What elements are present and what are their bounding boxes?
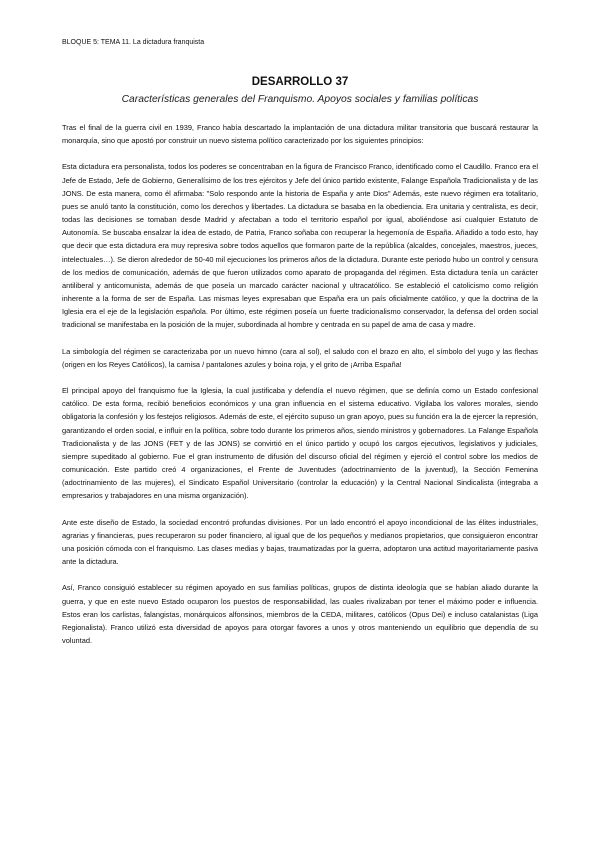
paragraph-supports: El principal apoyo del franquismo fue la Iglesia, la cual justificaba y defendía el nuevo régimen, que se definía como un Estado confesional católico. De esta forma, recibió beneficios económicos y una gran influencia en el sistema educativo. Vigilaba los valores morales, siendo obligatoria la confesión y los festejos religiosos. Además de este, el ejército supuso un gran apoyo, pues su función era la de ejercer la represión, garantizando el orden social, e influir en la política, sobre todo durante los primeros años, siendo ministros y gobernadores. La Falange Española Tradicionalista y de las JONS (FET y de las JONS) se convirtió en el único partido y ocupó los cargos ejecutivos, legislativos y judiciales, siempre supeditado al gobierno. Fue el gran instrumento de difusión del discurso oficial del régimen y ejerció el control sobre los medios de comunicación. Este partido creó 4 organizaciones, el Frente de Juventudes (adoctrinamiento de la juventud), la Sección Femenina (adoctrinamiento de las mujeres), el Sindicato Español Universitario (controlar la educación) y la Central Nacional Sindicalista (integraba a empresarios y trabajadores en una misma organización).: [62, 386, 538, 501]
document-title: DESARROLLO 37: [251, 76, 349, 88]
paragraph-society: Ante este diseño de Estado, la sociedad encontró profundas divisiones. Por un lado encontró el apoyo incondicional de las élites industriales, agrarias y financieras, pues recuperaron su poder financiero, al igual que de los pequeños y medianos propietarios, que consiguieron encontrar una posición cómoda con el franquismo. Las clases medias y bajas, traumatizadas por la guerra, adoptaron una actitud mayoritariamente pasiva ante la dictadura.: [62, 517, 538, 567]
page-header: BLOQUE 5: TEMA 11. La dictadura franquista: [62, 39, 205, 46]
paragraph-characteristics: Esta dictadura era personalista, todos los poderes se concentraban en la figura de Francisco Franco, identificado como el Caudillo. Franco era el Jefe de Estado, Jefe de Gobierno, Generalísimo de los tres ejércitos y Jefe del único partido existente, Falange Española Tradicionalista y de las JONS. De esta manera, como él afirmaba: "Solo respondo ante la historia de España y ante Dios" Además, este nuevo régimen era totalitario, pues se anuló tanto la constitución, como los derechos y libertades. La dictadura se basaba en la obediencia. Era unitaria y centralista, es decir, todas las decisiones se tomaban desde Madrid y afectaban a todo el territorio español por igual, aboliéndose asi cualquier Estatuto de Autonomía. Se buscaba ensalzar la idea de estado, de Patria, Franco soñaba con recuperar la hegemonía de España. Añadido a todo esto, hay que decir que esta dictadura era muy represiva sobre todos aquellos que formaron parte de la república (alcaldes, concejales, maestros, jueces, intelectuales…). Se dieron alrededor de 50-40 mil ejecuciones los primeros años de la dictadura. Durante este periodo hubo un control y censura de los medios de comunicación, además de que fueron utilizados como aparato de propaganda del régimen. Esta dictadura tenía un carácter antiliberal y anticomunista, además de que poseía un marcado carácter nacional y ultracatólico. Se estableció el catolicismo como religión inherente a la forma de ser de España. Las mismas leyes expresaban que España era un país oficialmente católico, y que la doctrina de la Iglesia era el eje de la legislación española. Por último, este régimen poseía un fuerte tradicionalismo conservador, la defensa del orden social tradicional se manifestaba en la posición de la mujer, subordinada al hombre y centrada en su papel de ama de casa y madre.: [62, 162, 538, 330]
paragraph-symbology: La simbología del régimen se caracterizaba por un nuevo himno (cara al sol), el saludo con el brazo en alto, el símbolo del yugo y las flechas (origen en los Reyes Católicos), la camisa / pantalones azules y boina roja, y el grito de ¡Arriba España!: [62, 346, 538, 369]
document-body: [62, 121, 538, 660]
paragraph-intro: Tras el final de la guerra civil en 1939, Franco había descartado la implantación de una dictadura militar transitoria que buscará restaurar la monarquía, sino que apostó por construir un nuevo sistema político caracterizado por los siguientes principios:: [62, 123, 538, 146]
document-subtitle: Características generales del Franquismo. Apoyos sociales y familias políticas: [121, 94, 479, 105]
paragraph-political-families: Así, Franco consiguió establecer su régimen apoyado en sus familias políticas, grupos de distinta ideología que se habían aliado durante la guerra, y que en este nuevo Estado ocuparon los puestos de responsabilidad, las cuales rivalizaban por tener el máximo poder e influencia. Estos eran los carlistas, falangistas, monárquicos alfonsinos, miembros de la CEDA, militares, católicos (Opus Dei) e incluso catalanistas (Liga Regionalista). Franco utilizó esta diversidad de apoyos para otorgar favores a unos y otros manteniendo un equilibrio que dependía de su voluntad.: [62, 583, 538, 646]
